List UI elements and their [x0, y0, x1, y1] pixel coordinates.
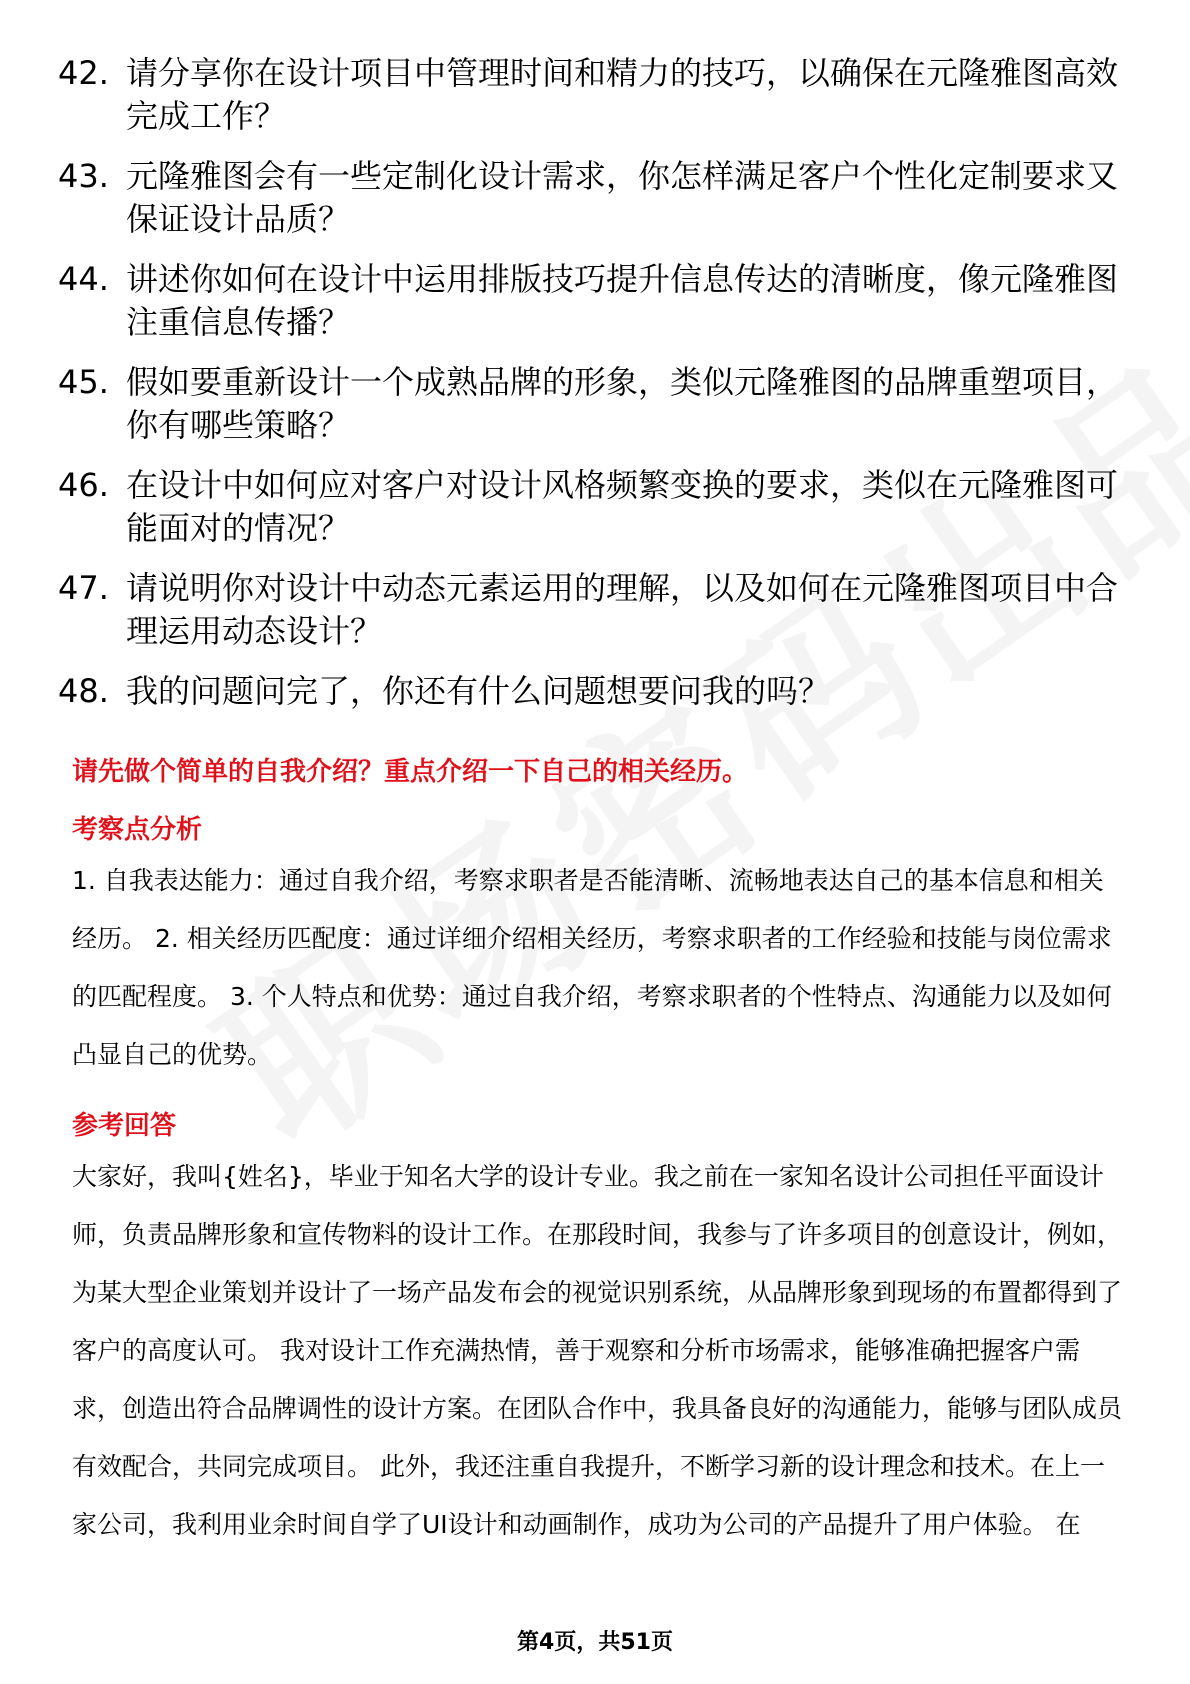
question-number: 43.	[58, 157, 109, 195]
question-number: 44.	[58, 260, 109, 298]
question-text: 请分享你在设计项目中管理时间和精力的技巧，以确保在元隆雅图高效完成工作？	[126, 54, 1119, 135]
question-list	[58, 52, 1138, 730]
question-text: 假如要重新设计一个成熟品牌的形象，类似元隆雅图的品牌重塑项目，你有哪些策略？	[126, 363, 1119, 444]
question-item	[58, 464, 1138, 550]
page-footer: 第4页，共51页	[517, 1630, 673, 1655]
analysis-section	[72, 812, 1132, 1084]
answer-text: 大家好，我叫{姓名}，毕业于知名大学的设计专业。我之前在一家知名设计公司担任平面设计师，负责品牌形象和宣传物料的设计工作。在那段时间，我参与了许多项目的创意设计，例如，为某大型企业策划并设计了一场产品发布会的视觉识别系统，从品牌形象到现场的布置都得到了客户的高度认可。 我对设计工作充满热情，善于观察和分析市场需求，能够准确把握客户需求，创造出符合品牌调性的设计方案。在团队合作中，我具备良好的沟通能力，能够与团队成员有效配合，共同完成项目。 此外，我还注重自我提升，不断学习新的设计理念和技术。在上一家公司，我利用业余时间自学了UI设计和动画制作，成功为公司的产品提升了用户体验。 在	[72, 1162, 1123, 1539]
answer-section	[72, 1108, 1132, 1554]
question-item	[58, 258, 1138, 344]
question-number: 42.	[58, 54, 109, 92]
analysis-heading: 考察点分析	[72, 815, 203, 845]
question-item	[58, 670, 1138, 713]
analysis-text: 1. 自我表达能力：通过自我介绍，考察求职者是否能清晰、流畅地表达自己的基本信息和相关经历。 2. 相关经历匹配度：通过详细介绍相关经历，考察求职者的工作经验和技能与岗位需求的匹配程度。 3. 个人特点和优势：通过自我介绍，考察求职者的个性特点、沟通能力以及如何凸显自己的优势。	[72, 866, 1112, 1069]
question-text: 元隆雅图会有一些定制化设计需求，你怎样满足客户个性化定制要求又保证设计品质？	[126, 157, 1119, 238]
question-number: 48.	[58, 672, 109, 710]
question-number: 47.	[58, 569, 109, 607]
question-text: 讲述你如何在设计中运用排版技巧提升信息传达的清晰度，像元隆雅图注重信息传播？	[126, 260, 1119, 341]
question-item	[58, 567, 1138, 653]
question-number: 46.	[58, 466, 109, 504]
answer-heading: 参考回答	[72, 1111, 177, 1141]
question-item	[58, 155, 1138, 241]
featured-question-section	[72, 754, 1132, 790]
question-item	[58, 361, 1138, 447]
question-text: 在设计中如何应对客户对设计风格频繁变换的要求，类似在元隆雅图可能面对的情况？	[126, 466, 1119, 547]
question-text: 我的问题问完了，你还有什么问题想要问我的吗？	[126, 672, 831, 710]
featured-question: 请先做个简单的自我介绍？重点介绍一下自己的相关经历。	[72, 757, 749, 787]
question-number: 45.	[58, 363, 109, 401]
question-item	[58, 52, 1138, 138]
question-text: 请说明你对设计中动态元素运用的理解，以及如何在元隆雅图项目中合理运用动态设计？	[126, 569, 1119, 650]
